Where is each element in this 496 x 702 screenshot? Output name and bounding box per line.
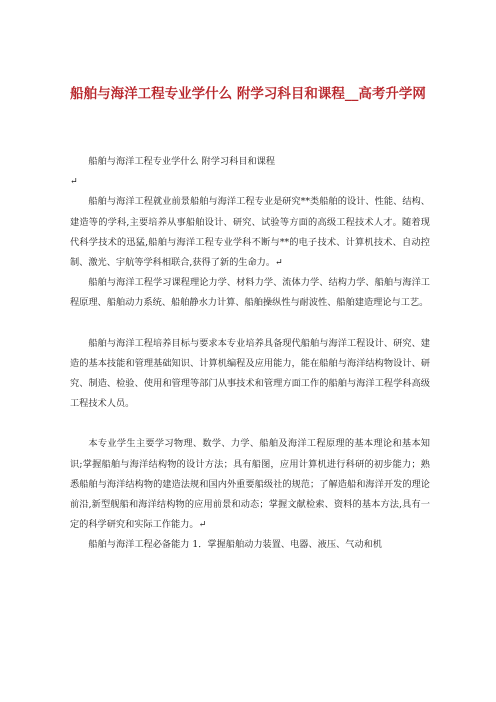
paragraph-training-goals: 船舶与海洋工程培养目标与要求本专业培养具备现代船舶与海洋工程设计、研究、建造的基本技能和管理基础知识、计算机编程及应用能力，能在船舶与海洋结构物设计、研究、制造、检验、使用和管理等部门从事技术和管理方面工作的船舶与海洋工程学科高级工程技术人员。 [70, 337, 430, 410]
paragraph-study-content: 本专业学生主要学习物理、数学、力学、船舶及海洋工程原理的基本理论和基本知识;掌握船舶与海洋结构物的设计方法；具有船图，应用计算机进行科研的初步能力；熟悉船舶与海洋结构物的建造法规和国内外重要船级社的规范；了解造船和海洋开发的理论前沿,新型舰船和海洋结构物的应用前景和动态；掌握文献检索、资料的基本方法,具有一定的科学研究和实际工作能力。↵ [70, 438, 430, 531]
paragraph-courses: 船舶与海洋工程学习课程理论力学、材料力学、流体力学、结构力学、船舶与海洋工程原理、船舶动力系统、船舶静水力计算、船舶操纵性与耐波性、船舶建造理论与工艺。 [70, 277, 430, 309]
document-title: 船舶与海洋工程专业学什么 附学习科目和课程__高考升学网 [70, 86, 426, 102]
paragraph-gap [70, 314, 430, 334]
document-body [70, 152, 430, 556]
paragraph-employment-outlook: 船舶与海洋工程就业前景船舶与海洋工程专业是研究**类船舶的设计、性能、结构、建造等的学科,主要培养从事船舶设计、研究、试验等方面的高级工程技术人才。随着现代科学技术的迅猛,船舶与海洋工程专业学科不断与**的电子技术、计算机技术、自动控制、激光、宇航等学科相联合,获得了新的生命力。↵ [70, 196, 430, 269]
paragraph-return-mark: ↵ [70, 176, 78, 188]
paragraph-required-abilities: 船舶与海洋工程必备能力 1．掌握船舶动力装置、电器、液压、气动和机 [88, 539, 382, 551]
paragraph-gap [70, 414, 430, 434]
paragraph-subtitle: 船舶与海洋工程专业学什么 附学习科目和课程 [88, 156, 276, 167]
